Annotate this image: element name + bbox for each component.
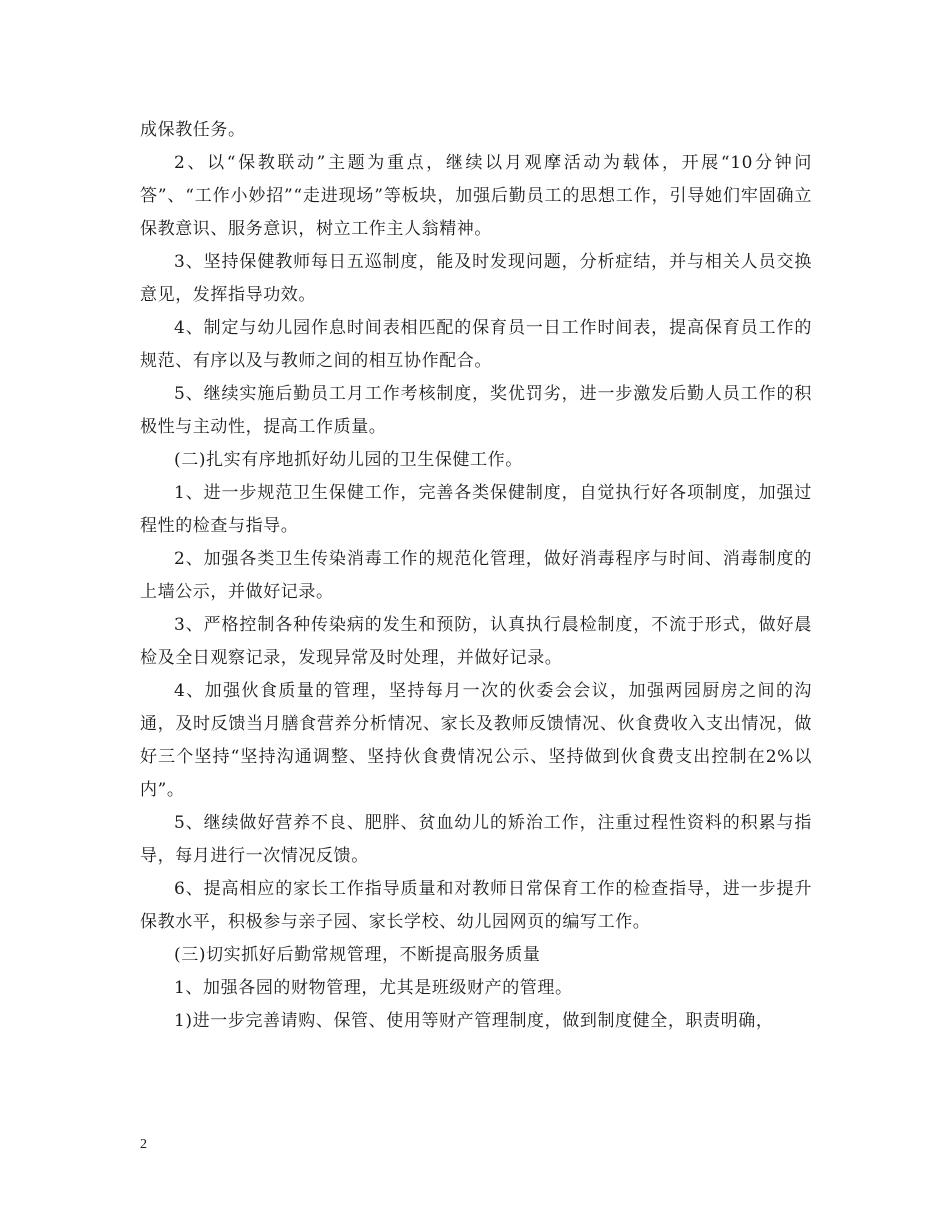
paragraph-item-5: 5、继续实施后勤员工月工作考核制度，奖优罚劣，进一步激发后勤人员工作的积极性与主动性，提高工作质量。 bbox=[140, 384, 812, 437]
paragraph-health-1: 1、进一步规范卫生保健工作，完善各类保健制度，自觉执行好各项制度，加强过程性的检查与指导。 bbox=[140, 483, 812, 536]
paragraph-health-2: 2、加强各类卫生传染消毒工作的规范化管理，做好消毒程序与时间、消毒制度的上墙公示，并做好记录。 bbox=[140, 549, 812, 602]
paragraph-health-4: 4、加强伙食质量的管理，坚持每月一次的伙委会会议，加强两园厨房之间的沟通，及时反馈当月膳食营养分析情况、家长及教师反馈情况、伙食费收入支出情况，做好三个坚持“坚持沟通调整、坚持伙食费情况公示、坚持做到伙食费支出控制在2%以内”。 bbox=[140, 681, 812, 800]
paragraph-item-2: 2、以“保教联动”主题为重点，继续以月观摩活动为载体，开展“10分钟问答”、“工作小妙招”“走进现场”等板块，加强后勤员工的思想工作，引导她们牢固确立保教意识、服务意识，树立工作主人翁精神。 bbox=[140, 153, 812, 239]
paragraph-health-3: 3、严格控制各种传染病的发生和预防，认真执行晨检制度，不流于形式，做好晨检及全日观察记录，发现异常及时处理，并做好记录。 bbox=[140, 615, 812, 668]
paragraph-continuation: 成保教任务。 bbox=[140, 120, 246, 140]
paragraph-management-1-1: 1)进一步完善请购、保管、使用等财产管理制度，做到制度健全，职责明确， bbox=[174, 1011, 774, 1031]
paragraph-item-3: 3、坚持保健教师每日五巡制度，能及时发现问题，分析症结，并与相关人员交换意见，发挥指导功效。 bbox=[140, 252, 812, 305]
paragraph-management-1: 1、加强各园的财物管理，尤其是班级财产的管理。 bbox=[174, 978, 573, 998]
paragraph-item-4: 4、制定与幼儿园作息时间表相匹配的保育员一日工作时间表，提高保育员工作的规范、有序以及与教师之间的相互协作配合。 bbox=[140, 318, 812, 371]
paragraph-health-6: 6、提高相应的家长工作指导质量和对教师日常保育工作的检查指导，进一步提升保教水平，积极参与亲子园、家长学校、幼儿园网页的编写工作。 bbox=[140, 879, 812, 932]
section-heading-2: (二)扎实有序地抓好幼儿园的卫生保健工作。 bbox=[174, 450, 523, 470]
paragraph-health-5: 5、继续做好营养不良、肥胖、贫血幼儿的矫治工作，注重过程性资料的积累与指导，每月进行一次情况反馈。 bbox=[140, 813, 812, 866]
section-heading-3: (三)切实抓好后勤常规管理，不断提高服务质量 bbox=[174, 945, 541, 965]
document-body bbox=[140, 114, 812, 1038]
page-number: 2 bbox=[140, 1137, 147, 1152]
